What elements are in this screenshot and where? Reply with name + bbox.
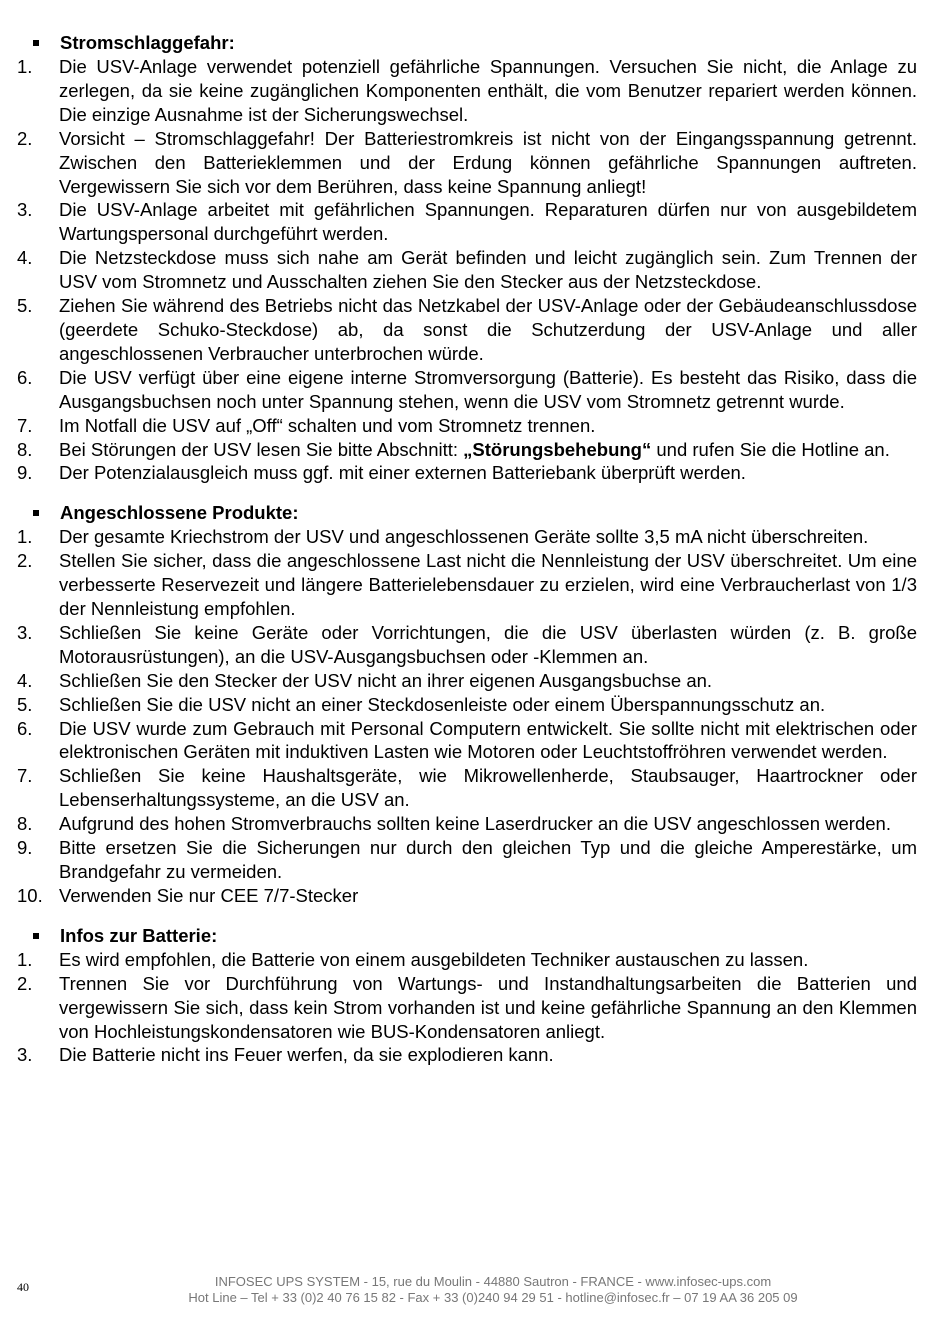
list-item	[17, 972, 917, 1044]
item-number: 1.	[17, 526, 33, 548]
list-item	[17, 414, 917, 438]
list-item	[17, 246, 917, 294]
item-number: 10.	[17, 884, 43, 906]
item-text: Die Batterie nicht ins Feuer werfen, da sie explodieren kann.	[59, 1044, 554, 1066]
list-item	[17, 948, 917, 972]
item-text: Schließen Sie keine Haushaltsgeräte, wie Mikrowellenherde, Staubsauger, Haartrockner oder Lebenserhaltungssysteme, an die USV an.	[59, 765, 917, 811]
item-number: 7.	[17, 765, 33, 787]
item-number: 5.	[17, 693, 33, 715]
item-text: Im Notfall die USV auf „Off“ schalten und vom Stromnetz trennen.	[59, 414, 596, 436]
item-text: Aufgrund des hohen Stromverbrauchs sollten keine Laserdrucker an die USV angeschlossen werden.	[59, 813, 891, 835]
item-text: Ziehen Sie während des Betriebs nicht das Netzkabel der USV-Anlage oder der Gebäudeanschlussdose (geerdete Schuko-Steckdose) ab, da sonst die Schutzerdung der USV-Anlage und aller angeschlossenen Verbraucher unterbrochen würde.	[59, 295, 917, 364]
item-number: 9.	[17, 837, 33, 859]
item-text: Schließen Sie den Stecker der USV nicht an ihrer eigenen Ausgangsbuchse an.	[59, 669, 713, 691]
item-number: 7.	[17, 414, 33, 436]
item-number: 3.	[17, 1044, 33, 1066]
list-item	[17, 127, 917, 199]
document-body	[17, 31, 917, 1083]
list-item	[17, 717, 917, 765]
item-number: 6.	[17, 717, 33, 739]
heading-text: Angeschlossene Produkte:	[60, 502, 299, 524]
item-text: Bitte ersetzen Sie die Sicherungen nur durch den gleichen Typ und die gleiche Amperestärke, um Brandgefahr zu vermeiden.	[59, 837, 917, 882]
item-text: Vorsicht – Stromschlaggefahr! Der Batteriestromkreis ist nicht von der Eingangsspannung getrennt. Zwischen den Batterieklemmen und der Erdung können gefährliche Spannungen auftreten. Vergewissern Sie sich vor dem Berühren, dass keine Spannung anliegt!	[59, 127, 917, 197]
list-item	[17, 198, 917, 246]
item-number: 4.	[17, 247, 33, 269]
item-text: Die USV wurde zum Gebrauch mit Personal Computern entwickelt. Sie sollte nicht mit elektrischen oder elektronischen Geräten mit induktiven Lasten wie Motoren oder Leuchtstoffröhren verwendet werden.	[59, 717, 917, 763]
item-text-pre: Bei Störungen der USV lesen Sie bitte Abschnitt:	[59, 438, 464, 460]
list-item	[17, 294, 917, 366]
list-item	[17, 1043, 917, 1067]
list-item	[17, 525, 917, 549]
list-item	[17, 549, 917, 621]
page-number: 40	[17, 1280, 29, 1294]
item-number: 4.	[17, 669, 33, 691]
heading-text: Infos zur Batterie:	[60, 924, 218, 946]
item-number: 2.	[17, 550, 33, 572]
list-item	[17, 55, 917, 127]
list-item	[17, 669, 917, 693]
item-text: Der gesamte Kriechstrom der USV und angeschlossenen Geräte sollte 3,5 mA nicht überschreiten.	[59, 526, 869, 548]
item-text: Stellen Sie sicher, dass die angeschlossene Last nicht die Nennleistung der USV überschreitet. Um eine verbesserte Reservezeit und längere Batterielebensdauer zu erzielen, wird eine Verbraucherlast von 1/3 der Nennleistung empfohlen.	[59, 550, 917, 620]
footer-address: INFOSEC UPS SYSTEM - 15, rue du Moulin - 44880 Sautron - FRANCE - www.infosec-ups.com	[214, 1274, 772, 1289]
section-angeschlossene-produkte	[17, 501, 917, 908]
item-text: Schließen Sie die USV nicht an einer Steckdosenleiste oder einem Überspannungsschutz an.	[59, 693, 826, 715]
item-number: 8.	[17, 438, 33, 460]
list-item	[17, 764, 917, 812]
list-item	[17, 461, 917, 485]
square-bullet-icon	[33, 40, 39, 46]
section-stromschlaggefahr	[17, 31, 917, 485]
section-heading	[17, 31, 917, 55]
list-item	[17, 884, 917, 908]
item-text-post: und rufen Sie die Hotline an.	[651, 438, 890, 460]
item-text	[59, 438, 917, 462]
item-number: 5.	[17, 295, 33, 317]
item-number: 6.	[17, 366, 33, 388]
item-number: 3.	[17, 199, 33, 221]
page-footer	[0, 1274, 950, 1306]
list-item	[17, 693, 917, 717]
item-text: Die USV verfügt über eine eigene interne Stromversorgung (Batterie). Es besteht das Risiko, dass die Ausgangsbuchsen noch unter Spannung stehen, wenn die USV vom Stromnetz getrennt wurde.	[59, 366, 917, 412]
heading-text: Stromschlaggefahr:	[60, 32, 235, 53]
item-number: 1.	[17, 56, 33, 77]
list-item	[17, 366, 917, 414]
item-text: Die Netzsteckdose muss sich nahe am Gerät befinden und leicht zugänglich sein. Zum Trennen der USV vom Stromnetz und Ausschalten ziehen Sie den Stecker aus der Netzsteckdose.	[59, 247, 917, 293]
section-reference: „Störungsbehebung“	[463, 438, 652, 460]
item-number: 8.	[17, 813, 33, 835]
item-number: 2.	[17, 127, 33, 149]
item-number: 1.	[17, 948, 33, 970]
list-item	[17, 438, 917, 462]
item-text: Trennen Sie vor Durchführung von Wartungs- und Instandhaltungsarbeiten die Batterien und vergewissern Sie sich, dass kein Strom vorhanden ist und keine gefährliche Spannung an den Klemmen von Hochleistungskondensatoren wie BUS-Kondensatoren anliegt.	[59, 972, 917, 1042]
footer-contact: Hot Line – Tel + 33 (0)2 40 76 15 82 - Fax + 33 (0)240 94 29 51 - hotline@infosec.fr – 07 19 AA 36 205 09	[188, 1290, 798, 1305]
square-bullet-icon	[33, 510, 39, 516]
square-bullet-icon	[33, 933, 39, 939]
list-item	[17, 836, 917, 884]
item-text: Die USV-Anlage arbeitet mit gefährlichen Spannungen. Reparaturen dürfen nur von ausgebildetem Wartungspersonal durchgeführt werden.	[59, 199, 917, 245]
item-number: 3.	[17, 621, 33, 643]
item-text: Die USV-Anlage verwendet potenziell gefährliche Spannungen. Versuchen Sie nicht, die Anlage zu zerlegen, da sie keine zugänglichen Komponenten enthält, die vom Benutzer repariert werden können. Die einzige Ausnahme ist der Sicherungswechsel.	[59, 56, 917, 125]
section-infos-zur-batterie	[17, 924, 917, 1068]
section-heading	[17, 924, 917, 948]
item-text: Es wird empfohlen, die Batterie von einem ausgebildeten Techniker austauschen zu lassen.	[59, 948, 809, 970]
item-text: Der Potenzialausgleich muss ggf. mit einer externen Batteriebank überprüft werden.	[59, 462, 746, 484]
list-item	[17, 812, 917, 836]
item-number: 9.	[17, 462, 33, 484]
item-number: 2.	[17, 972, 33, 994]
item-text: Verwenden Sie nur CEE 7/7-Stecker	[59, 884, 359, 906]
section-heading	[17, 501, 917, 525]
item-text: Schließen Sie keine Geräte oder Vorrichtungen, die die USV überlasten würden (z. B. große Motorausrüstungen), an die USV-Ausgangsbuchsen oder -Klemmen an.	[59, 621, 917, 667]
list-item	[17, 621, 917, 669]
